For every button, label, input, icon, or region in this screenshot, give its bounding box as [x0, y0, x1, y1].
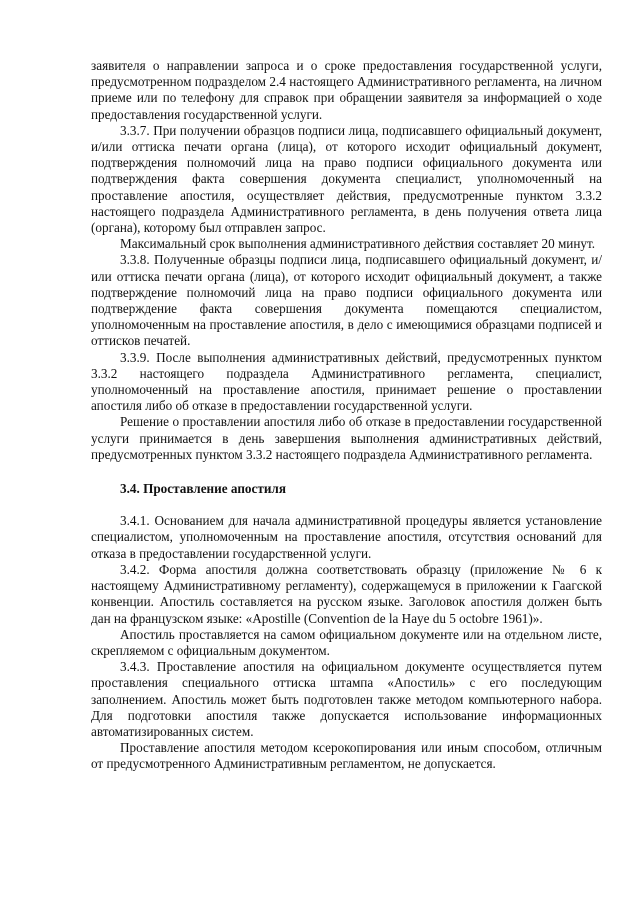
paragraph: 3.3.8. Полученные образцы подписи лица, подписавшего официальный документ, и/или оттиска печати органа (лица), от которого исходит официальный документ, а также подтверждение полномочий лица на право подписи официального документа или подтверждение факта совершения документа помещаются специалистом, уполномоченным на проставление апостиля, в дело с имеющимися образцами подписей и оттисков печатей.: [91, 252, 602, 349]
paragraph: Максимальный срок выполнения административного действия составляет 20 минут.: [120, 236, 596, 252]
paragraphs-bottom: [91, 513, 602, 772]
paragraphs-top: [91, 58, 602, 463]
section-heading: 3.4. Проставление апостиля: [120, 481, 286, 497]
paragraph: 3.4.3. Проставление апостиля на официальном документе осуществляется путем проставления специального оттиска штампа «Апостиль» с его последующим заполнением. Апостиль может быть подготовлен также методом компьютерного набора. Для подготовки апостиля также допускается использование информационных автоматизированных систем.: [91, 659, 602, 739]
paragraph: 3.4.1. Основанием для начала административной процедуры является установление специалистом, уполномоченным на проставление апостиля, отсутствия оснований для отказа в предоставлении государственной услуги.: [91, 513, 602, 561]
paragraph: Проставление апостиля методом ксерокопирования или иным способом, отличным от предусмотренного Административным регламентом, не допускается.: [91, 740, 602, 772]
paragraph: Апостиль проставляется на самом официальном документе или на отдельном листе, скрепляемом с официальным документом.: [91, 626, 602, 658]
paragraph: 3.4.2. Форма апостиля должна соответствовать образцу (приложение № 6 к настоящему Административному регламенту), содержащемуся в приложении к Гаагской конвенции. Апостиль составляется на русском языке. Заголовок апостиля должен быть дан на французском языке: «Apostille (Convention de la Haye du 5 octobre 1961)».: [91, 561, 602, 626]
paragraph: Решение о проставлении апостиля либо об отказе в предоставлении государственной услуги принимается в день завершения выполнения административных действий, предусмотренных пунктом 3.3.2 настоящего подраздела Административного регламента.: [91, 414, 602, 462]
paragraph: заявителя о направлении запроса и о сроке предоставления государственной услуги, предусмотренном подразделом 2.4 настоящего Административного регламента, на личном приеме или по телефону для справок при обращении заявителя за информацией о ходе предоставления государственной услуги.: [91, 58, 602, 122]
paragraph: 3.3.9. После выполнения административных действий, предусмотренных пунктом 3.3.2 настоящего подраздела Административного регламента, специалист, уполномоченный на проставление апостиля, принимает решение о проставлении апостиля либо об отказе в предоставлении государственной услуги.: [91, 349, 602, 414]
paragraph: 3.3.7. При получении образцов подписи лица, подписавшего официальный документ, и/или оттиска печати органа (лица), от которого исходит официальный документ, подтверждения полномочий лица на право подписи официального документа или подтверждения факта совершения документа специалист, уполномоченный на проставление апостиля, осуществляет действия, предусмотренные пунктом 3.3.2 настоящего подраздела Административного регламента, в день получения ответа лица (органа), которому был отправлен запрос.: [91, 122, 602, 236]
